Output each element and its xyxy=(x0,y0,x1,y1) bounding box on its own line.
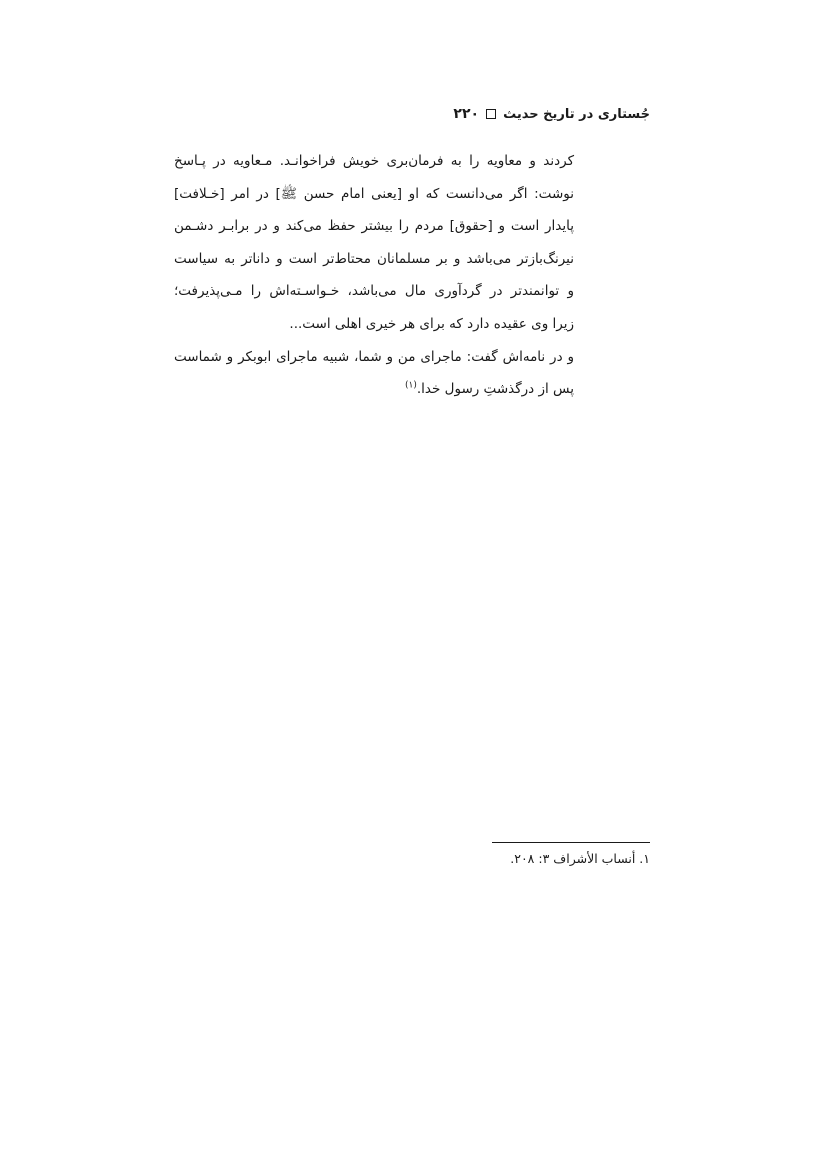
text-line: نوشت: اگر می‌دانست که او [یعنی امام حسن ﷺ] در امر [خـلافت] xyxy=(174,185,574,202)
footnote-divider xyxy=(492,842,650,843)
footnote-reference[interactable]: (۱) xyxy=(405,380,417,391)
text-line: و در نامه‌اش گفت: ماجرای من و شما، شبیه ماجرای ابوبکر و شماست xyxy=(174,348,574,365)
text-line: پایدار است و [حقوق] مردم را بیشتر حفظ می‌کند و در برابـر دشـمن xyxy=(174,218,574,235)
body-text xyxy=(174,145,574,406)
text-line: زیرا وی عقیده دارد که برای هر خیری اهلی است... xyxy=(289,315,574,332)
text-line: نیرنگ‌بازتر می‌باشد و بر مسلمانان محتاط‌تر است و داناتر به سیاست xyxy=(174,250,574,267)
running-head xyxy=(453,103,650,125)
text-line: کردند و معاویه را به فرمان‌بری خویش فراخوانـد. مـعاویه در پـاسخ xyxy=(174,153,574,169)
text-line: و توانمندتر در گردآوری مال می‌باشد، خـواسـته‌اش را مـی‌پذیرفت؛ xyxy=(174,283,574,300)
page-number: ۲۲۰ xyxy=(453,106,480,122)
book-title: جُستاری در تاریخ حدیث xyxy=(503,106,650,122)
square-bullet-icon xyxy=(486,109,496,119)
text-line-last xyxy=(174,373,574,406)
text-line-content: پس از درگذشتِ رسول خدا. xyxy=(416,381,574,398)
footnote: ۱. أنساب الأشراف ۳: ۲۰۸. xyxy=(510,851,650,866)
